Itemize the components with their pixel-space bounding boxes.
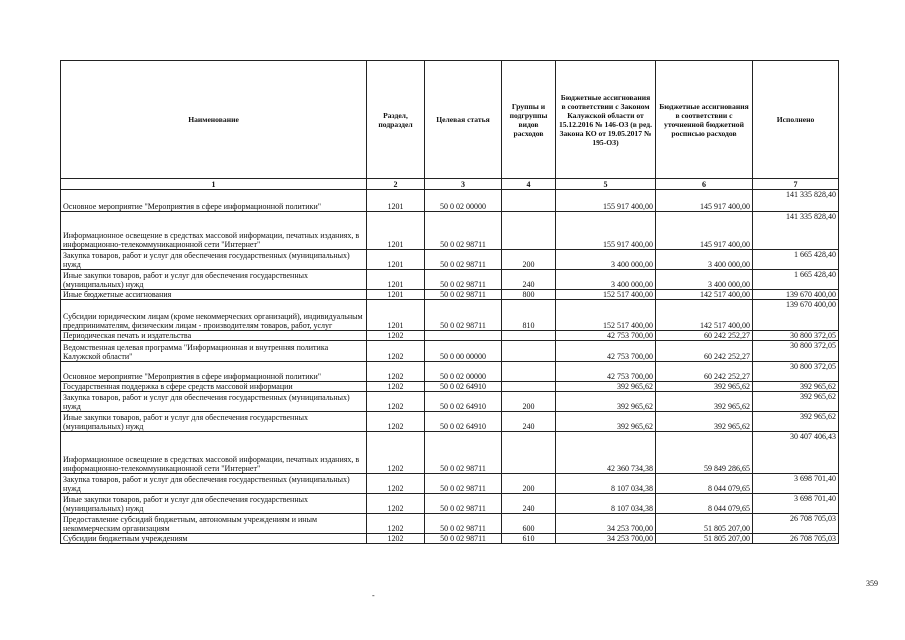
row-name: Закупка товаров, работ и услуг для обеспечения государственных (муниципальных) нужд (61, 474, 367, 494)
row-section: 1202 (367, 412, 425, 432)
row-name: Государственная поддержка в сфере средств массовой информации (61, 382, 367, 392)
row-section: 1202 (367, 514, 425, 534)
header-expense-groups: Группы и подгруппы видов расходов (502, 61, 556, 179)
row-target-article: 50 0 02 98711 (425, 212, 502, 250)
table-row (61, 331, 839, 341)
row-executed-amount: 1 665 428,40 (753, 270, 839, 290)
col-number: 3 (425, 179, 502, 190)
row-expense-group: 200 (502, 250, 556, 270)
header-law-allocations: Бюджетные ассигнования в соответствии с Законом Калужской области от 15.12.2016 № 146-ОЗ (в ред. Закона КО от 19.05.2017 № 195-ОЗ) (556, 61, 656, 179)
row-expense-group: 600 (502, 514, 556, 534)
row-name: Иные бюджетные ассигнования (61, 290, 367, 300)
row-executed-amount: 30 800 372,05 (753, 341, 839, 362)
row-target-article: 50 0 02 00000 (425, 190, 502, 212)
table-row (61, 212, 839, 250)
row-section: 1201 (367, 212, 425, 250)
row-section: 1201 (367, 300, 425, 331)
page-number: 359 (866, 579, 878, 588)
header-target-article: Целевая статья (425, 61, 502, 179)
row-name: Закупка товаров, работ и услуг для обеспечения государственных (муниципальных) нужд (61, 392, 367, 412)
row-target-article (425, 331, 502, 341)
row-refined-amount: 59 849 286,65 (656, 432, 753, 474)
row-name: Основное мероприятие "Мероприятия в сфере информационной политики" (61, 362, 367, 382)
table-row (61, 190, 839, 212)
row-target-article: 50 0 02 98711 (425, 534, 502, 544)
row-expense-group: 610 (502, 534, 556, 544)
row-executed-amount: 141 335 828,40 (753, 212, 839, 250)
row-law-amount: 8 107 034,38 (556, 494, 656, 514)
row-executed-amount: 141 335 828,40 (753, 190, 839, 212)
table-row (61, 300, 839, 331)
row-executed-amount: 3 698 701,40 (753, 474, 839, 494)
row-refined-amount: 60 242 252,27 (656, 341, 753, 362)
row-refined-amount: 51 805 207,00 (656, 534, 753, 544)
table-row (61, 494, 839, 514)
row-refined-amount: 392 965,62 (656, 382, 753, 392)
row-section: 1202 (367, 392, 425, 412)
footer-mark: - (372, 591, 375, 600)
row-name: Иные закупки товаров, работ и услуг для обеспечения государственных (муниципальных) нужд (61, 412, 367, 432)
row-section: 1202 (367, 474, 425, 494)
table-row (61, 534, 839, 544)
row-expense-group: 810 (502, 300, 556, 331)
row-expense-group: 800 (502, 290, 556, 300)
table-row (61, 270, 839, 290)
row-target-article: 50 0 00 00000 (425, 341, 502, 362)
row-executed-amount: 26 708 705,03 (753, 514, 839, 534)
row-executed-amount: 26 708 705,03 (753, 534, 839, 544)
row-law-amount: 34 253 700,00 (556, 514, 656, 534)
row-expense-group: 240 (502, 494, 556, 514)
row-expense-group (502, 432, 556, 474)
budget-table-sheet (60, 60, 838, 544)
row-executed-amount: 3 698 701,40 (753, 494, 839, 514)
row-section: 1202 (367, 341, 425, 362)
row-expense-group (502, 341, 556, 362)
table-row (61, 250, 839, 270)
row-name: Основное мероприятие "Мероприятия в сфере информационной политики" (61, 190, 367, 212)
row-refined-amount: 3 400 000,00 (656, 270, 753, 290)
row-executed-amount: 392 965,62 (753, 412, 839, 432)
row-name: Периодическая печать и издательства (61, 331, 367, 341)
row-target-article: 50 0 02 00000 (425, 362, 502, 382)
row-expense-group (502, 362, 556, 382)
row-law-amount: 392 965,62 (556, 382, 656, 392)
row-law-amount: 42 360 734,38 (556, 432, 656, 474)
row-target-article: 50 0 02 98711 (425, 474, 502, 494)
row-name: Субсидии юридическим лицам (кроме некоммерческих организаций), индивидуальным предпринимателям, физическим лицам - производителям товаров, работ, услуг (61, 300, 367, 331)
row-section: 1202 (367, 432, 425, 474)
col-number: 6 (656, 179, 753, 190)
row-refined-amount: 8 044 079,65 (656, 494, 753, 514)
row-law-amount: 42 753 700,00 (556, 331, 656, 341)
row-expense-group: 200 (502, 474, 556, 494)
row-refined-amount: 60 242 252,27 (656, 362, 753, 382)
row-law-amount: 8 107 034,38 (556, 474, 656, 494)
row-name: Иные закупки товаров, работ и услуг для обеспечения государственных (муниципальных) нужд (61, 270, 367, 290)
table-row (61, 514, 839, 534)
row-law-amount: 392 965,62 (556, 412, 656, 432)
column-numbers-row (61, 179, 839, 190)
row-target-article: 50 0 02 98711 (425, 432, 502, 474)
table-header (61, 61, 839, 190)
row-law-amount: 42 753 700,00 (556, 341, 656, 362)
row-section: 1201 (367, 290, 425, 300)
row-expense-group (502, 382, 556, 392)
row-refined-amount: 145 917 400,00 (656, 190, 753, 212)
col-number: 5 (556, 179, 656, 190)
row-refined-amount: 142 517 400,00 (656, 300, 753, 331)
row-target-article: 50 0 02 64910 (425, 412, 502, 432)
table-row (61, 432, 839, 474)
row-target-article: 50 0 02 98711 (425, 270, 502, 290)
row-refined-amount: 145 917 400,00 (656, 212, 753, 250)
row-law-amount: 152 517 400,00 (556, 290, 656, 300)
col-number: 1 (61, 179, 367, 190)
row-target-article: 50 0 02 98711 (425, 514, 502, 534)
col-number: 7 (753, 179, 839, 190)
row-expense-group: 200 (502, 392, 556, 412)
row-name: Информационное освещение в средствах массовой информации, печатных изданиях, в информационно-телекоммуникационной сети "Интернет" (61, 432, 367, 474)
row-executed-amount: 30 407 406,43 (753, 432, 839, 474)
row-name: Иные закупки товаров, работ и услуг для обеспечения государственных (муниципальных) нужд (61, 494, 367, 514)
row-target-article: 50 0 02 98711 (425, 290, 502, 300)
row-name: Информационное освещение в средствах массовой информации, печатных изданиях, в информационно-телекоммуникационной сети "Интернет" (61, 212, 367, 250)
table-row (61, 382, 839, 392)
row-executed-amount: 1 665 428,40 (753, 250, 839, 270)
row-executed-amount: 139 670 400,00 (753, 290, 839, 300)
row-section: 1201 (367, 270, 425, 290)
row-name: Предоставление субсидий бюджетным, автономным учреждениям и иным некоммерческим организациям (61, 514, 367, 534)
row-section: 1202 (367, 362, 425, 382)
row-name: Закупка товаров, работ и услуг для обеспечения государственных (муниципальных) нужд (61, 250, 367, 270)
row-executed-amount: 139 670 400,00 (753, 300, 839, 331)
table-row (61, 290, 839, 300)
table-row (61, 362, 839, 382)
budget-execution-table (60, 60, 839, 544)
row-expense-group (502, 190, 556, 212)
row-law-amount: 42 753 700,00 (556, 362, 656, 382)
row-target-article: 50 0 02 64910 (425, 392, 502, 412)
row-law-amount: 155 917 400,00 (556, 190, 656, 212)
row-refined-amount: 392 965,62 (656, 412, 753, 432)
row-law-amount: 155 917 400,00 (556, 212, 656, 250)
row-target-article: 50 0 02 98711 (425, 300, 502, 331)
row-section: 1201 (367, 190, 425, 212)
row-section: 1202 (367, 534, 425, 544)
row-section: 1202 (367, 382, 425, 392)
row-expense-group: 240 (502, 412, 556, 432)
row-target-article: 50 0 02 64910 (425, 382, 502, 392)
row-expense-group (502, 212, 556, 250)
row-section: 1202 (367, 494, 425, 514)
row-section: 1202 (367, 331, 425, 341)
row-law-amount: 392 965,62 (556, 392, 656, 412)
col-number: 4 (502, 179, 556, 190)
row-refined-amount: 392 965,62 (656, 392, 753, 412)
row-target-article: 50 0 02 98711 (425, 494, 502, 514)
header-executed: Исполнено (753, 61, 839, 179)
table-row (61, 341, 839, 362)
row-refined-amount: 60 242 252,27 (656, 331, 753, 341)
header-refined-allocations: Бюджетные ассигнования в соответствии с уточненной бюджетной росписью расходов (656, 61, 753, 179)
row-section: 1201 (367, 250, 425, 270)
table-body (61, 190, 839, 544)
row-name: Субсидии бюджетным учреждениям (61, 534, 367, 544)
row-refined-amount: 3 400 000,00 (656, 250, 753, 270)
row-refined-amount: 142 517 400,00 (656, 290, 753, 300)
col-number: 2 (367, 179, 425, 190)
row-executed-amount: 30 800 372,05 (753, 362, 839, 382)
table-row (61, 392, 839, 412)
row-refined-amount: 8 044 079,65 (656, 474, 753, 494)
row-law-amount: 152 517 400,00 (556, 300, 656, 331)
row-law-amount: 34 253 700,00 (556, 534, 656, 544)
header-name: Наименование (61, 61, 367, 179)
row-expense-group (502, 331, 556, 341)
row-target-article: 50 0 02 98711 (425, 250, 502, 270)
header-section: Раздел, подраздел (367, 61, 425, 179)
row-executed-amount: 30 800 372,05 (753, 331, 839, 341)
table-row (61, 474, 839, 494)
row-executed-amount: 392 965,62 (753, 392, 839, 412)
row-expense-group: 240 (502, 270, 556, 290)
row-name: Ведомственная целевая программа "Информационная и внутренняя политика Калужской области" (61, 341, 367, 362)
row-law-amount: 3 400 000,00 (556, 250, 656, 270)
row-executed-amount: 392 965,62 (753, 382, 839, 392)
row-refined-amount: 51 805 207,00 (656, 514, 753, 534)
table-row (61, 412, 839, 432)
row-law-amount: 3 400 000,00 (556, 270, 656, 290)
